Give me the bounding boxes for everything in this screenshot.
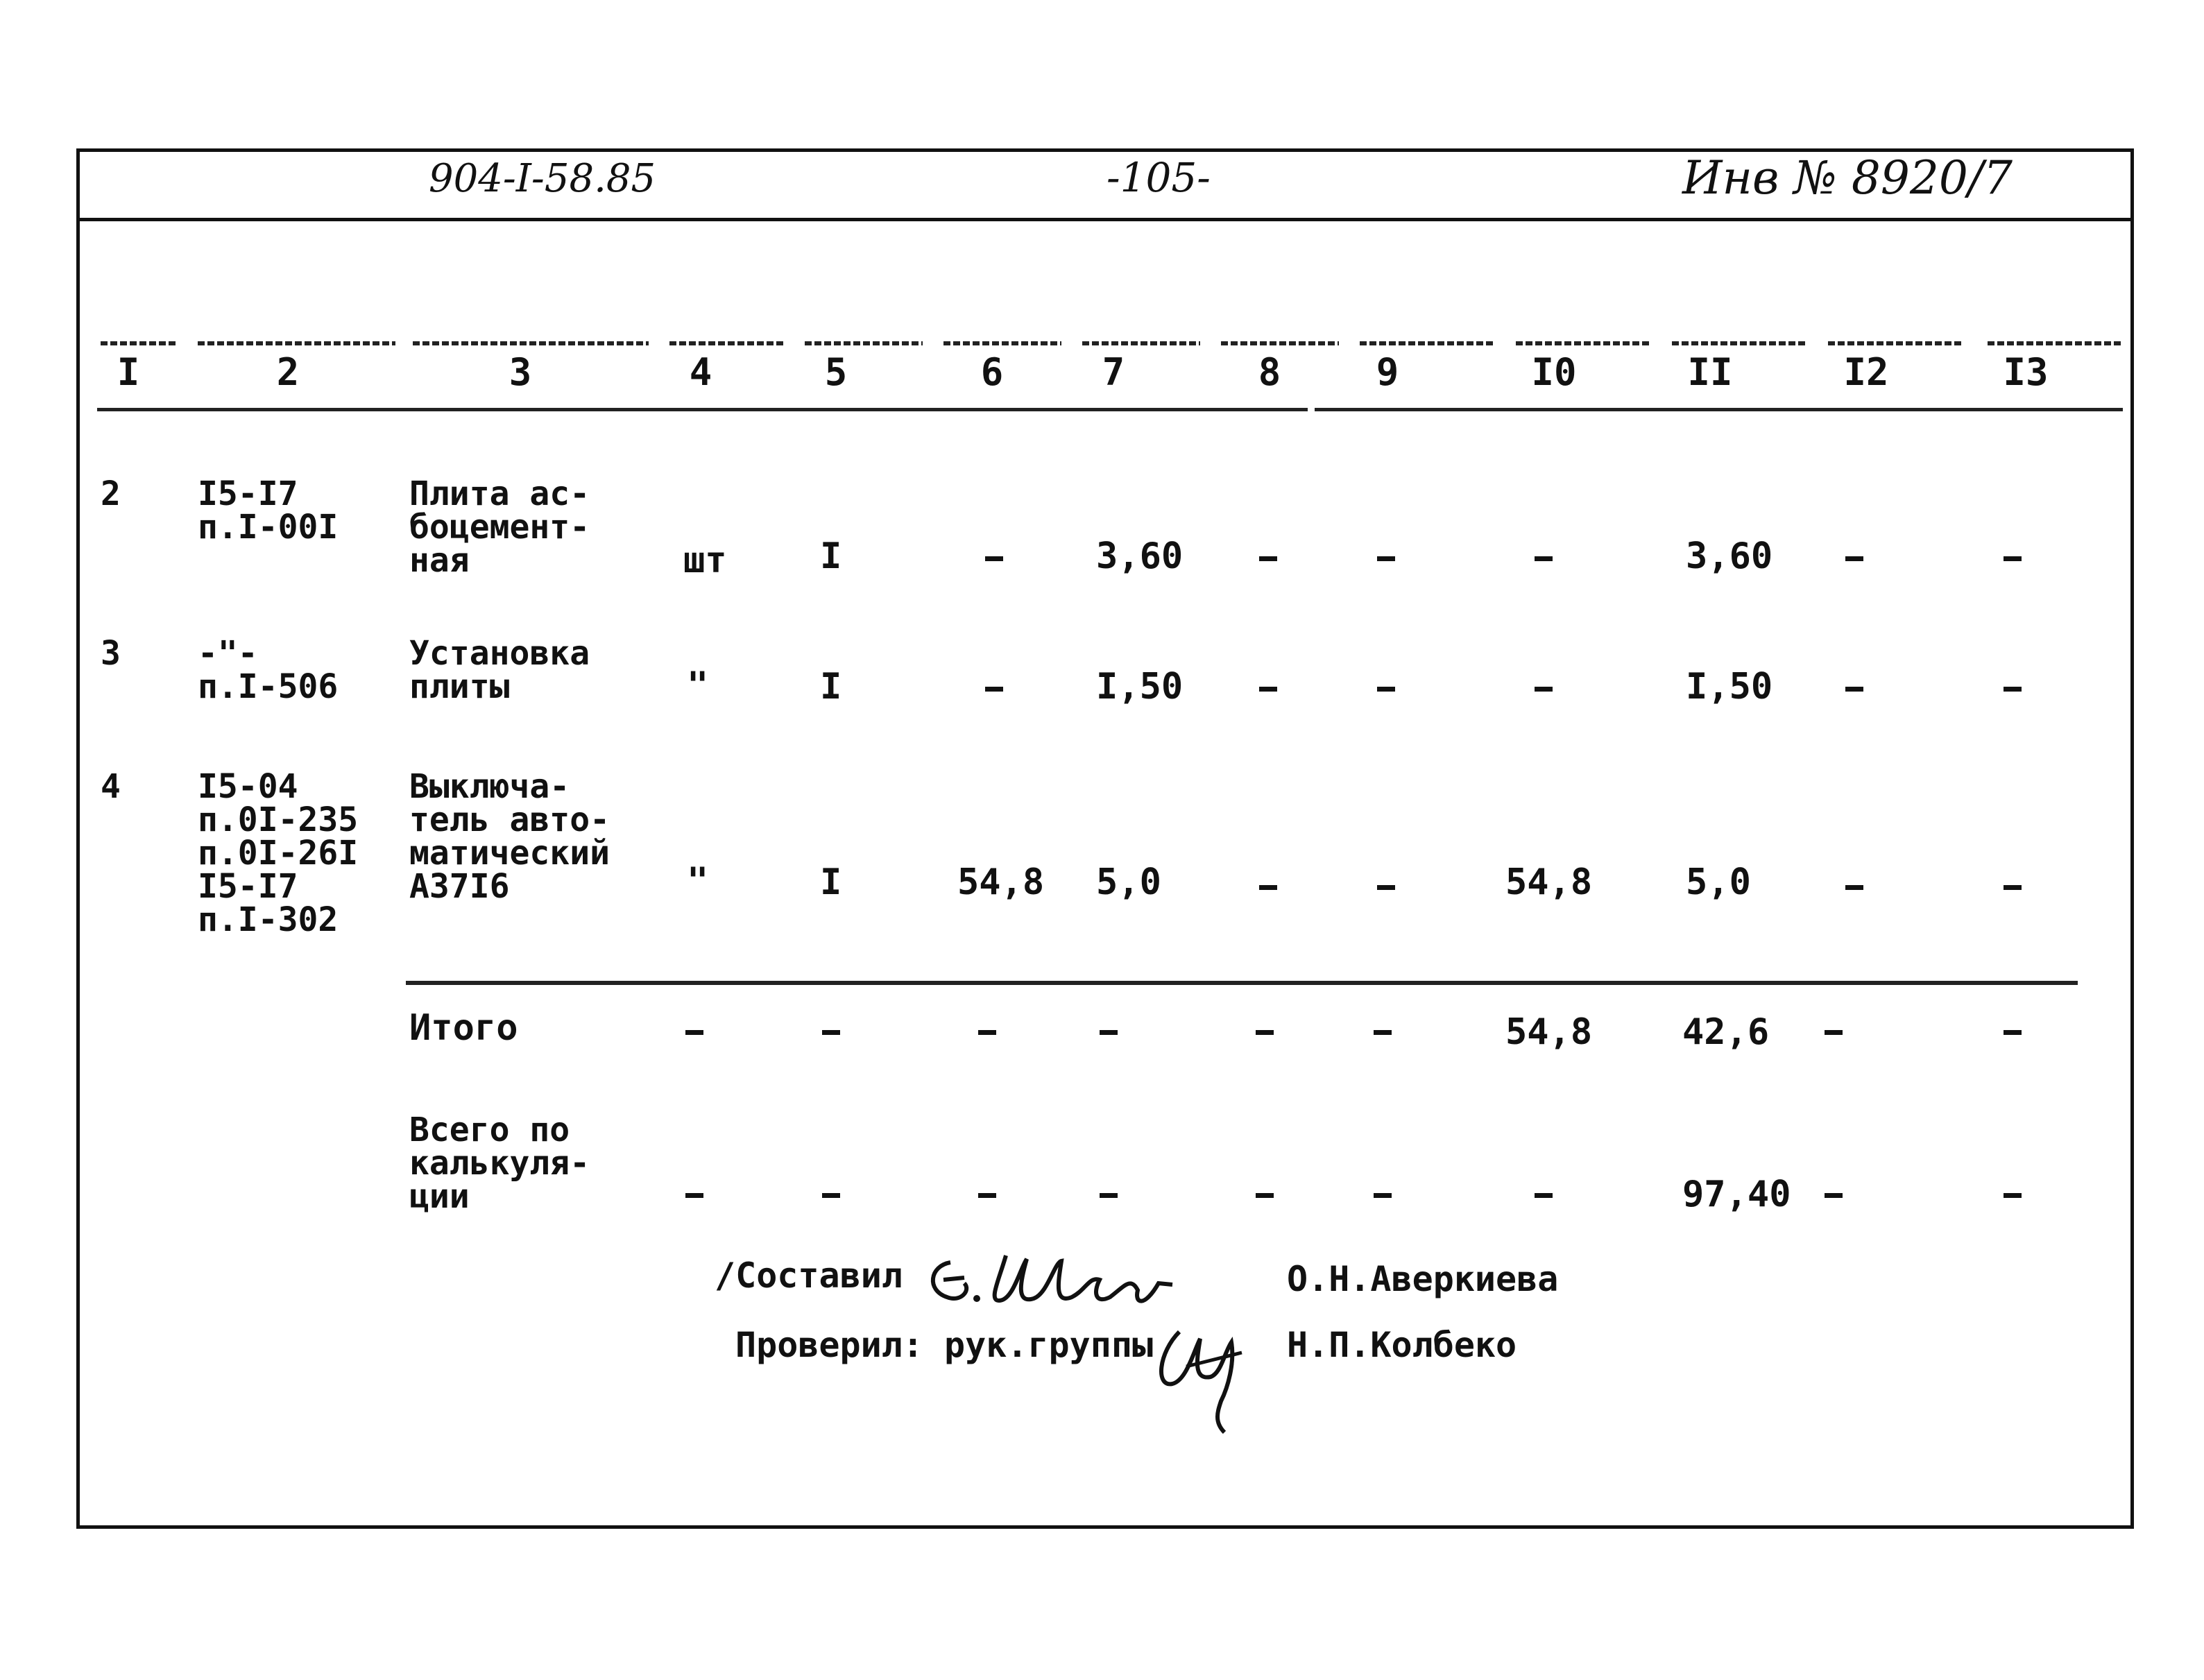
header-rule (1082, 341, 1200, 345)
checker-signature (1145, 1311, 1263, 1436)
column-number: I3 (2003, 350, 2049, 394)
row-number: 3 (101, 634, 121, 673)
empty-cell-dash (1825, 1193, 1843, 1198)
empty-cell-dash (985, 687, 1003, 692)
column-number: I (117, 350, 140, 394)
column-number: 5 (824, 350, 848, 394)
empty-cell-dash (1374, 1030, 1392, 1035)
column-number: I0 (1531, 350, 1577, 394)
row-number: 4 (101, 767, 121, 806)
empty-cell-dash (822, 1030, 840, 1035)
row-code: I5-I7 п.I-00I (198, 474, 339, 547)
column-number: II (1687, 350, 1733, 394)
row-col11: 3,60 (1686, 535, 1773, 577)
empty-cell-dash (978, 1030, 996, 1035)
header-rule (805, 341, 923, 345)
empty-cell-dash (1377, 556, 1395, 561)
empty-cell-dash (1535, 1193, 1553, 1198)
header-rule (943, 341, 1061, 345)
header-bottom-rule (97, 408, 1308, 411)
column-number: 9 (1376, 350, 1399, 394)
row-unit: " (687, 665, 709, 706)
totals-divider (406, 981, 2078, 985)
empty-cell-dash (1845, 556, 1863, 561)
empty-cell-dash (1259, 556, 1277, 561)
empty-cell-dash (1377, 885, 1395, 890)
row-name: Установка плиты (409, 634, 590, 706)
empty-cell-dash (1256, 1030, 1274, 1035)
document-code: 904-I-58.85 (429, 156, 656, 201)
header-rule (1221, 341, 1339, 345)
header-rule (1988, 341, 2123, 345)
empty-cell-dash (985, 556, 1003, 561)
row-col11: 5,0 (1686, 862, 1751, 903)
column-number: I2 (1843, 350, 1889, 394)
empty-cell-dash (1825, 1030, 1843, 1035)
row-name: Плита ас- боцемент- ная (409, 474, 590, 580)
header-bottom-rule (1315, 408, 2123, 411)
row-col11: I,50 (1686, 666, 1773, 708)
header-divider (76, 218, 2134, 221)
empty-cell-dash (1259, 885, 1277, 890)
empty-cell-dash (2004, 885, 2022, 890)
compiled-name: О.Н.Аверкиева (1287, 1259, 1559, 1299)
row-code: I5-04 п.0I-235 п.0I-26I I5-I7 п.I-302 (198, 767, 359, 939)
empty-cell-dash (1374, 1193, 1392, 1198)
column-number: 4 (689, 350, 712, 394)
page-number: -105- (1107, 154, 1211, 201)
row-unit: " (687, 860, 709, 902)
empty-cell-dash (2004, 556, 2022, 561)
empty-cell-dash (1845, 885, 1863, 890)
column-number: 6 (980, 350, 1004, 394)
column-number: 8 (1258, 350, 1281, 394)
column-number: 2 (276, 350, 300, 394)
header-rule (198, 341, 395, 345)
row-name: Выключа- тель авто- матический А37I6 (409, 767, 610, 906)
compiled-label: /Составил (715, 1255, 903, 1296)
inventory-number: Инв № 8920/7 (1682, 151, 2013, 205)
column-number: 3 (509, 350, 532, 394)
row-qty: I (820, 666, 842, 708)
empty-cell-dash (2004, 1030, 2022, 1035)
empty-cell-dash (2004, 1193, 2022, 1198)
header-rule (101, 341, 177, 345)
empty-cell-dash (1535, 687, 1553, 692)
empty-cell-dash (1535, 556, 1553, 561)
header-rule (1360, 341, 1495, 345)
row-col7: 3,60 (1096, 535, 1184, 577)
row-qty: I (820, 535, 842, 577)
row-col7: 5,0 (1096, 862, 1161, 903)
empty-cell-dash (685, 1193, 703, 1198)
empty-cell-dash (978, 1193, 996, 1198)
header-rule (1828, 341, 1963, 345)
itogo-col11: 42,6 (1682, 1011, 1770, 1053)
empty-cell-dash (1256, 1193, 1274, 1198)
empty-cell-dash (822, 1193, 840, 1198)
empty-cell-dash (1259, 687, 1277, 692)
header-rule (1516, 341, 1651, 345)
column-number: 7 (1102, 350, 1125, 394)
row-col6: 54,8 (957, 862, 1045, 903)
row-code: -"- п.I-506 (198, 634, 339, 706)
empty-cell-dash (1377, 687, 1395, 692)
row-number: 2 (101, 474, 121, 513)
checked-label: Проверил: рук.группы (735, 1325, 1154, 1365)
header-rule (413, 341, 649, 345)
empty-cell-dash (685, 1030, 703, 1035)
row-unit: шт (683, 540, 727, 581)
itogo-label: Итого (409, 1007, 518, 1049)
header-rule (669, 341, 784, 345)
empty-cell-dash (1100, 1030, 1118, 1035)
row-qty: I (820, 862, 842, 903)
row-col7: I,50 (1096, 666, 1184, 708)
vsego-col11: 97,40 (1682, 1174, 1791, 1215)
empty-cell-dash (1100, 1193, 1118, 1198)
vsego-label: Всего по калькуля- ции (409, 1111, 590, 1216)
checked-name: Н.П.Колбеко (1287, 1325, 1517, 1365)
itogo-col10: 54,8 (1505, 1011, 1593, 1053)
row-col10: 54,8 (1505, 862, 1593, 903)
header-rule (1672, 341, 1807, 345)
compiler-signature (923, 1242, 1179, 1318)
empty-cell-dash (1845, 687, 1863, 692)
empty-cell-dash (2004, 687, 2022, 692)
